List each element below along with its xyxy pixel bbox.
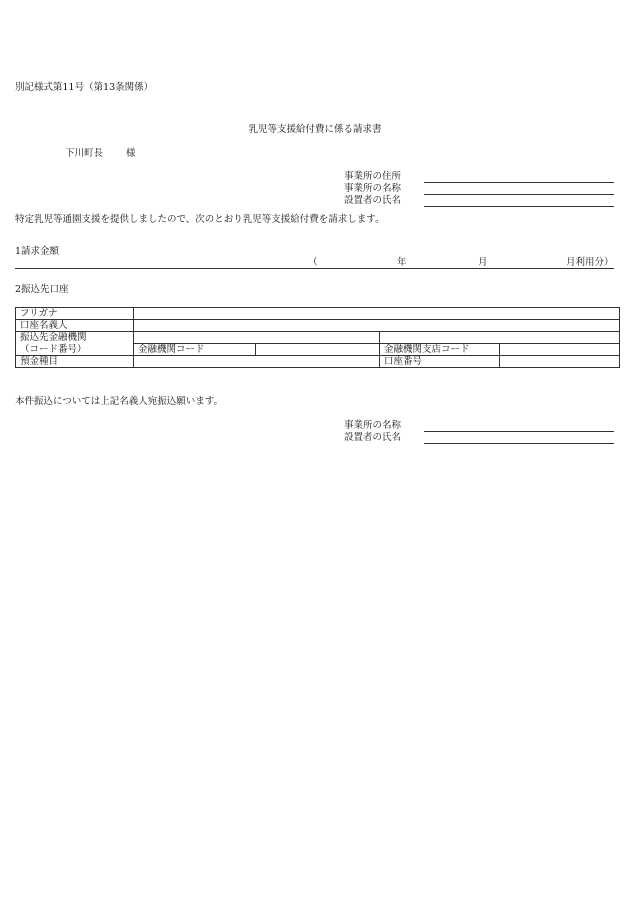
addressee-name: 下川町長 — [65, 148, 104, 159]
applicant-name-label: 事業所の名称 — [344, 183, 402, 194]
statement-text: 特定乳児等通園支援を提供しましたので、次のとおり乳児等支援給付費を請求します。 — [15, 214, 385, 225]
holder-input[interactable] — [134, 320, 620, 332]
applicant-operator-field[interactable] — [424, 206, 614, 207]
institution-label-line2: （コード番号） — [20, 343, 87, 355]
applicant-operator-label: 設置者の氏名 — [344, 195, 402, 206]
bank-code-label: 金融機関コード — [134, 344, 256, 356]
applicant-name-field[interactable] — [424, 194, 614, 195]
page-title: 乳児等支援給付費に係る請求書 — [248, 124, 382, 135]
bank-heading: 2振込先口座 — [15, 284, 69, 295]
table-row — [16, 320, 620, 332]
account-number-input[interactable] — [500, 356, 620, 368]
transfer-note: 本件振込については上記名義人宛振込願います。 — [15, 396, 224, 407]
applicant-address-field[interactable] — [424, 182, 614, 183]
branch-code-label: 金融機関支店コード — [380, 344, 500, 356]
claim-usage-label: 月利用分） — [566, 257, 614, 268]
bank-code-input[interactable] — [256, 344, 380, 356]
signature-operator-field[interactable] — [424, 443, 614, 444]
form-id: 別記様式第11号（第13条関係） — [15, 82, 154, 93]
table-row — [16, 356, 620, 368]
deposit-type-input[interactable] — [134, 356, 380, 368]
table-row — [16, 308, 620, 320]
bank-name-input[interactable] — [134, 332, 380, 344]
bank-account-table — [15, 307, 620, 368]
claim-month-label: 月 — [478, 257, 488, 268]
furigana-label: フリガナ — [16, 308, 134, 320]
table-row — [16, 332, 620, 344]
holder-label: 口座名義人 — [16, 320, 134, 332]
claim-paren-open: （ — [308, 257, 318, 268]
branch-code-input[interactable] — [500, 344, 620, 356]
addressee-honorific: 様 — [126, 148, 136, 159]
furigana-input[interactable] — [134, 308, 620, 320]
signature-name-label: 事業所の名称 — [344, 420, 402, 431]
institution-label-line1: 振込先金融機関 — [20, 332, 87, 343]
deposit-type-label: 預金種目 — [16, 356, 134, 368]
signature-operator-label: 設置者の氏名 — [344, 432, 402, 443]
claim-amount-line[interactable] — [15, 268, 614, 269]
claim-year-label: 年 — [397, 257, 407, 268]
institution-label — [16, 332, 134, 356]
applicant-address-label: 事業所の住所 — [344, 171, 402, 182]
branch-name-input[interactable] — [380, 332, 620, 344]
claim-heading: 1請求金額 — [15, 246, 60, 257]
signature-name-field[interactable] — [424, 431, 614, 432]
account-number-label: 口座番号 — [380, 356, 500, 368]
